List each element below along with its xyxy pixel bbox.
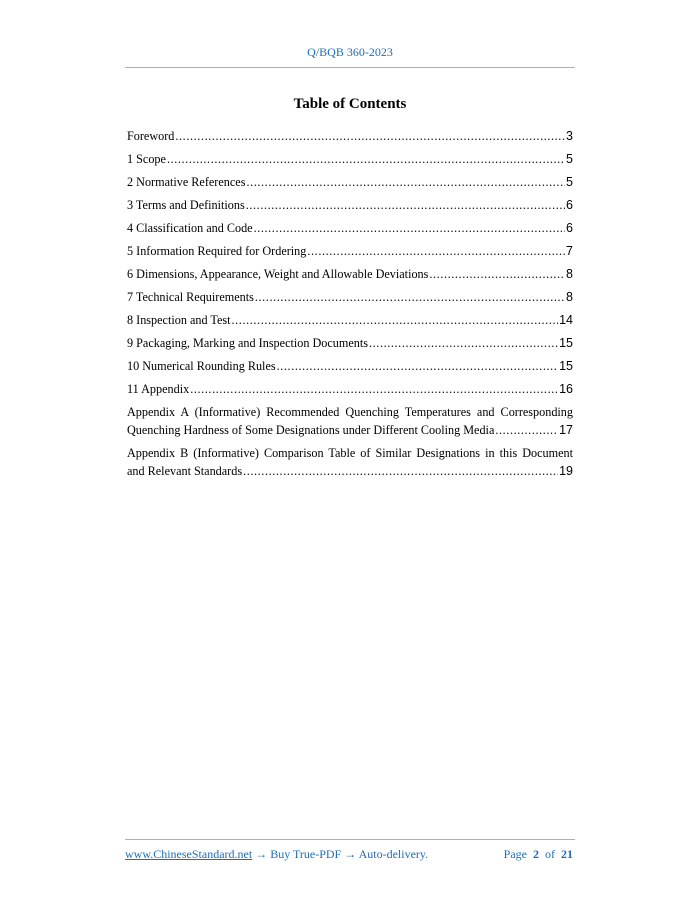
toc-entry-page: 5 [566,175,573,189]
toc-entry-title: 2 Normative References [127,175,246,189]
toc-entry-title-line2: Quenching Hardness of Some Designations under Different Cooling Media [127,423,495,437]
toc-entry-title: 8 Inspection and Test [127,313,231,327]
toc-leader-dots [167,150,565,168]
toc-entry-title-line1: Appendix A (Informative) Recommended Quenching Temperatures and Corresponding [127,405,573,419]
toc-leader-dots [246,173,565,191]
toc-entry-title-line2-row [127,421,573,439]
toc-entry-rounding-rules[interactable] [127,357,573,375]
toc-entry-title: 7 Technical Requirements [127,290,254,304]
toc-entry-page: 5 [566,152,573,166]
header-divider [125,67,575,68]
toc-entry-scope[interactable] [127,150,573,168]
toc-leader-dots [277,357,558,375]
toc-entry-title: 4 Classification and Code [127,221,253,235]
toc-entry-title: 6 Dimensions, Appearance, Weight and Allowable Deviations [127,267,429,281]
toc-entry-packaging[interactable] [127,334,573,352]
toc-entry-terms-definitions[interactable] [127,196,573,214]
toc-entry-page: 15 [559,336,573,350]
toc-leader-dots [175,127,565,145]
toc-entry-title: 3 Terms and Definitions [127,198,245,212]
arrow-icon: → [341,847,359,861]
toc-entry-normative-references[interactable] [127,173,573,191]
toc-entry-page: 8 [566,290,573,304]
toc-entry-title: 1 Scope [127,152,166,166]
toc-leader-dots [307,242,565,260]
toc-entry-title-line2-row [127,462,573,480]
footer-divider [125,839,575,840]
current-page: 2 [533,847,539,861]
toc-leader-dots [429,265,565,283]
toc-entry-title: Foreword [127,129,175,143]
toc-entry-page: 19 [559,464,573,478]
toc-leader-dots [369,334,558,352]
toc-leader-dots [495,421,558,439]
page-of: of [545,847,555,861]
toc-entry-title: 11 Appendix [127,382,190,396]
toc-title: Table of Contents [293,96,407,112]
table-of-contents [127,127,573,485]
toc-entry-page: 17 [559,423,573,437]
footer-promo [125,847,428,862]
page-header [125,45,575,60]
toc-leader-dots [254,219,565,237]
toc-entry-page: 6 [566,221,573,235]
toc-entry-classification-code[interactable] [127,219,573,237]
toc-leader-dots [243,462,558,480]
site-link[interactable]: www.ChineseStandard.net [125,847,253,861]
toc-entry-dimensions[interactable] [127,265,573,283]
toc-entry-title: 9 Packaging, Marking and Inspection Documents [127,336,368,350]
page-label: Page [503,847,527,861]
toc-entry-page: 3 [566,129,573,143]
toc-entry-title-line1: Appendix B (Informative) Comparison Table of Similar Designations in this Document [127,446,573,460]
toc-entry-title: 5 Information Required for Ordering [127,244,307,258]
toc-entry-ordering-information[interactable] [127,242,573,260]
toc-leader-dots [190,380,558,398]
toc-entry-appendix-a[interactable] [127,403,573,439]
toc-entry-page: 14 [559,313,573,327]
toc-leader-dots [232,311,559,329]
toc-entry-page: 6 [566,198,573,212]
toc-entry-title: 10 Numerical Rounding Rules [127,359,276,373]
toc-leader-dots [255,288,565,306]
auto-delivery-text: Auto-delivery. [358,847,429,861]
toc-entry-title-line2: and Relevant Standards [127,464,243,478]
document-code: Q/BQB 360-2023 [307,45,393,59]
arrow-icon: → [252,847,271,861]
page-number [504,847,573,862]
toc-entry-inspection-test[interactable] [127,311,573,329]
total-pages: 21 [561,847,573,861]
toc-entry-appendix[interactable] [127,380,573,398]
toc-entry-page: 16 [559,382,573,396]
toc-entry-page: 8 [566,267,573,281]
toc-leader-dots [246,196,565,214]
buy-true-pdf-text: Buy True-PDF [270,847,342,861]
toc-entry-technical-requirements[interactable] [127,288,573,306]
toc-entry-appendix-b[interactable] [127,444,573,480]
toc-entry-foreword[interactable] [127,127,573,145]
toc-entry-page: 15 [559,359,573,373]
toc-entry-page: 7 [566,244,573,258]
